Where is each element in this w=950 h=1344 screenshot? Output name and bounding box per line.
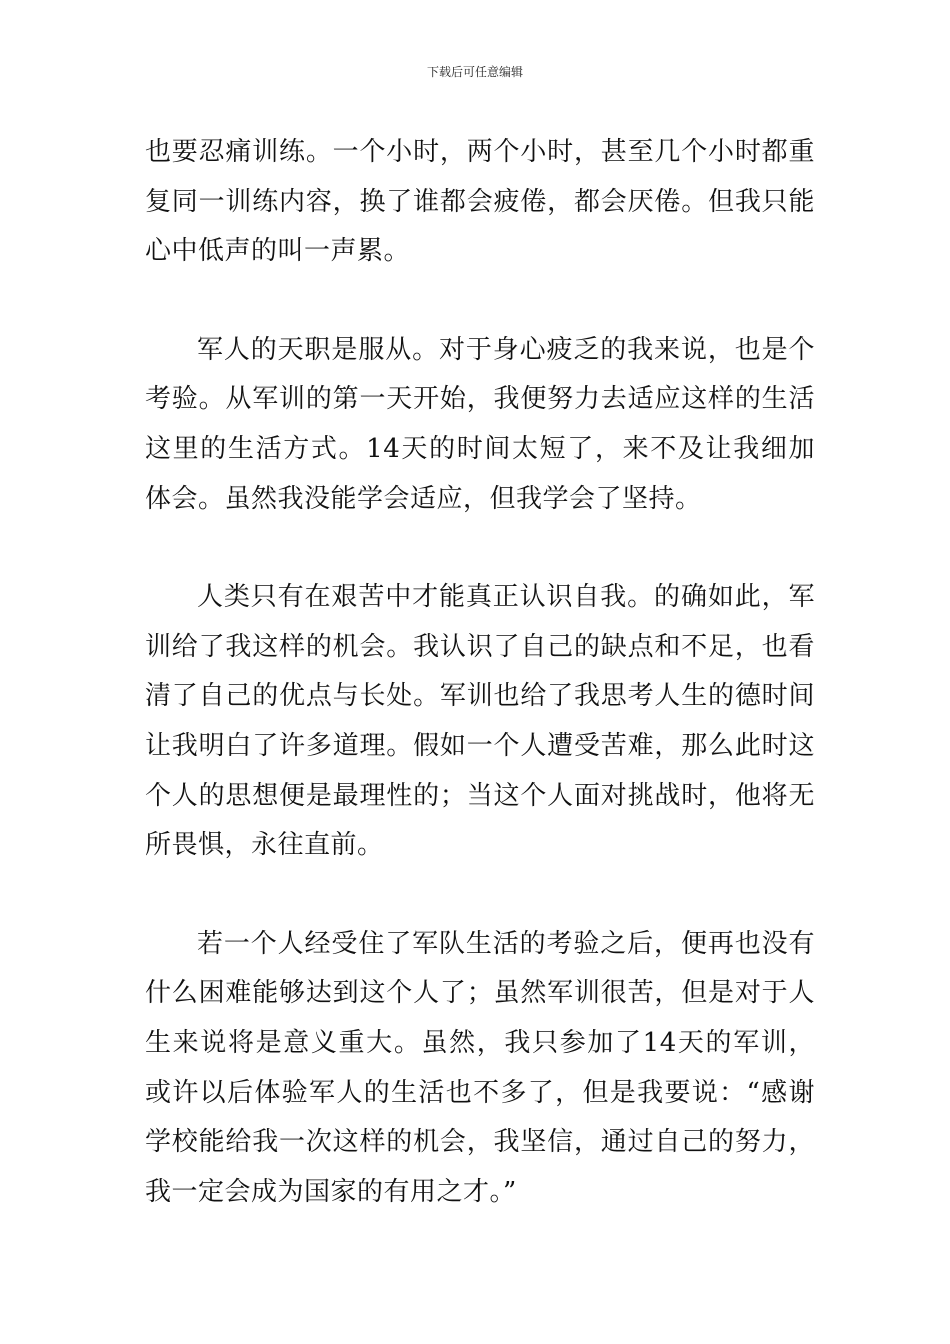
paragraph-1: 也要忍痛训练。一个小时，两个小时，甚至几个小时都重复同一训练内容，换了谁都会疲倦，都会厌倦。但我只能心中低声的叫一声累。 — [145, 137, 815, 267]
paragraph-3: 人类只有在艰苦中才能真正认识自我。的确如此，军训给了我这样的机会。我认识了自己的缺点和不足，也看清了自己的优点与长处。军训也给了我思考人生的德时间让我明白了许多道理。假如一个人遭受苦难，那么此时这个人的思想便是最理性的；当这个人面对挑战时，他将无所畏惧，永往直前。 — [145, 582, 815, 861]
paragraph-gap — [145, 524, 815, 573]
paragraph-gap — [145, 871, 815, 920]
paragraph-4: 若一个人经受住了军队生活的考验之后，便再也没有什么困难能够达到这个人了；虽然军训很苦，但是对于人生来说将是意义重大。虽然，我只参加了14天的军训，或许以后体验军人的生活也不多了，但是我要说：“感谢学校能给我一次这样的机会，我坚信，通过自己的努力，我一定会成为国家的有用之才。” — [145, 928, 815, 1207]
page-header: 下载后可任意编辑 — [426, 65, 523, 79]
paragraph-2: 军人的天职是服从。对于身心疲乏的我来说，也是个考验。从军训的第一天开始，我便努力去适应这样的生活这里的生活方式。14天的时间太短了，来不及让我细加体会。虽然我没能学会适应，但我学会了坚持。 — [145, 334, 815, 514]
document-body — [145, 128, 815, 1217]
paragraph-gap — [145, 277, 815, 326]
